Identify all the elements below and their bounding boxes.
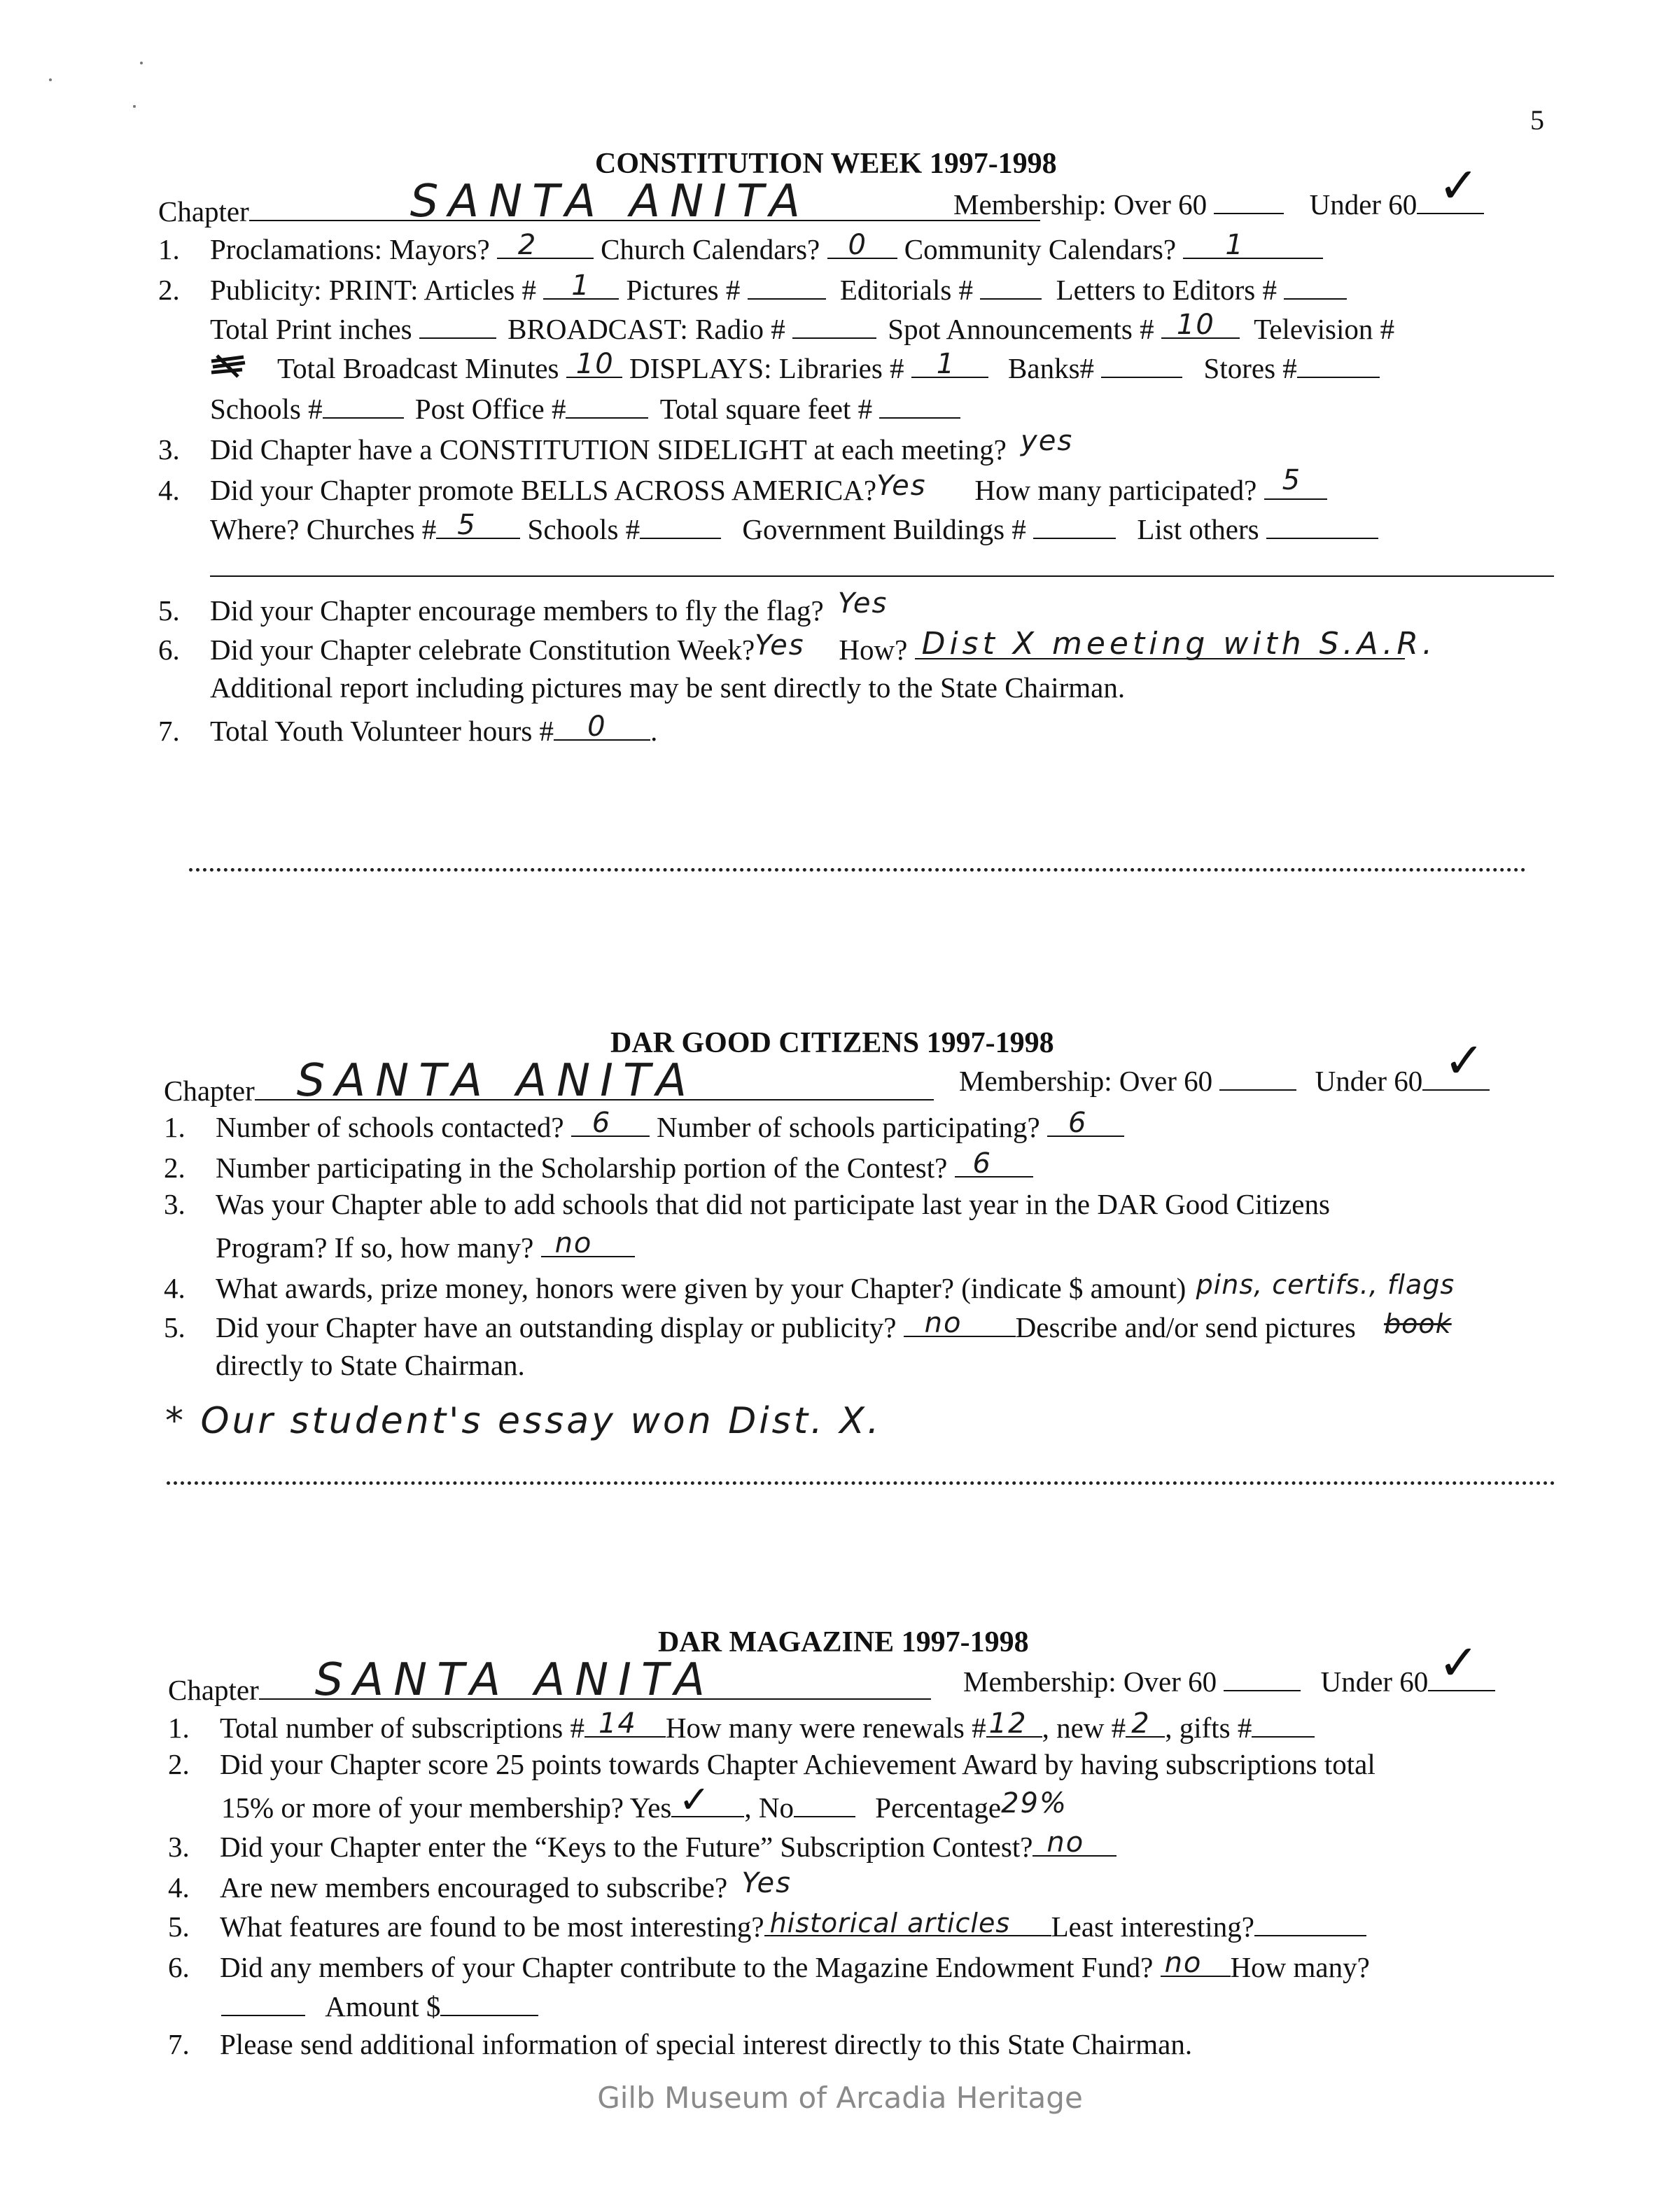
keys-contest-field[interactable]: no	[1032, 1830, 1116, 1857]
magazine-q5: 5. What features are found to be most interesting? historical articles Least interesting?	[168, 1910, 1366, 1941]
over60-field[interactable]	[1214, 188, 1284, 214]
display-publicity-field[interactable]: no	[904, 1311, 1016, 1337]
bells-schools-field[interactable]	[640, 512, 721, 539]
constitution-membership-row	[953, 157, 1484, 221]
awards-continued: book	[1384, 1308, 1452, 1339]
magazine-q6: 6. Did any members of your Chapter contribute to the Magazine Endowment Fund? no How many?	[168, 1947, 1370, 1983]
participated-field[interactable]: 5	[1264, 473, 1327, 500]
sidelight-field[interactable]: yes	[1021, 425, 1074, 457]
chapter-label: Chapter	[164, 1075, 255, 1107]
subscriptions-field[interactable]: 14	[584, 1711, 666, 1738]
good-citizens-q5: 5. Did your Chapter have an outstanding display or publicity? no Describe and/or send pictures book	[164, 1307, 1452, 1343]
magazine-q1: 1. Total number of subscriptions # 14 How many were renewals # 12 , new # 2 , gifts #	[168, 1711, 1315, 1742]
constitution-q2-line1: 2. Publicity: PRINT: Articles # 1 Pictures # Editorials # Letters to Editors #	[158, 273, 1347, 305]
how-many-field[interactable]	[221, 1990, 305, 2016]
constitution-q1: 1. Proclamations: Mayors? 2 Church Calendars? 0 Community Calendars? 1	[158, 232, 1323, 264]
chapter-label: Chapter	[168, 1674, 259, 1706]
under60-field[interactable]	[1428, 1634, 1495, 1691]
list-others-field[interactable]	[1266, 512, 1378, 539]
under60-label: Under 60	[1315, 1065, 1423, 1097]
good-citizens-q5-line2: directly to State Chairman.	[216, 1349, 525, 1381]
schools-field[interactable]	[323, 392, 404, 419]
gov-buildings-field[interactable]	[1033, 512, 1116, 539]
under60-field[interactable]	[1422, 1032, 1490, 1091]
page-number: 5	[1530, 104, 1544, 136]
spot-announcements-field[interactable]: 10	[1161, 312, 1240, 339]
bells-field[interactable]: Yes	[876, 470, 927, 502]
good-citizens-q3-line2: Program? If so, how many? no	[216, 1231, 635, 1262]
churches-field[interactable]: 5	[436, 512, 520, 539]
stores-field[interactable]	[1297, 351, 1380, 378]
good-citizens-chapter-row	[164, 1055, 934, 1107]
magazine-q6-line2: Amount $	[221, 1990, 538, 2021]
magazine-membership-row	[963, 1634, 1495, 1698]
over60-field[interactable]	[1219, 1064, 1296, 1091]
membership-label: Membership: Over 60	[953, 188, 1208, 221]
chapter-value: SANTA ANITA	[296, 1055, 696, 1107]
constitution-q6-note: Additional report including pictures may be sent directly to the State Chairman.	[210, 671, 1126, 704]
editorials-field[interactable]	[980, 273, 1042, 300]
membership-label: Membership: Over 60	[963, 1665, 1217, 1698]
section-divider	[189, 868, 1526, 872]
scan-speck	[133, 105, 136, 108]
libraries-field[interactable]: 1	[911, 351, 988, 378]
most-interesting-field[interactable]: historical articles	[764, 1910, 1051, 1936]
check-mark: ✓	[678, 1777, 710, 1822]
least-interesting-field[interactable]	[1254, 1910, 1366, 1936]
how-field[interactable]: Dist X meeting with S.A.R.	[915, 633, 1405, 659]
constitution-q3: 3. Did Chapter have a CONSTITUTION SIDELIGHT at each meeting? yes	[158, 433, 1119, 464]
constitution-chapter-row	[158, 176, 1040, 228]
broadcast-minutes-field[interactable]: 10	[566, 351, 622, 378]
watermark: Gilb Museum of Arcadia Heritage	[597, 2081, 1083, 2115]
good-citizens-membership-row	[959, 1032, 1490, 1097]
over60-field[interactable]	[1224, 1665, 1301, 1691]
list-others-line	[210, 575, 1554, 577]
chapter-field[interactable]	[259, 1654, 931, 1706]
awards-field[interactable]: pins, certifs., flags	[1196, 1269, 1455, 1300]
pictures-field[interactable]	[748, 273, 826, 300]
chapter-label: Chapter	[158, 195, 249, 228]
constitution-q2-line4: Schools # Post Office # Total square feet #	[210, 392, 960, 424]
good-citizens-title: DAR GOOD CITIZENS 1997-1998	[610, 1027, 1054, 1059]
scholarship-field[interactable]: 6	[955, 1151, 1033, 1178]
constitution-q2-line3: Total Broadcast Minutes 10 DISPLAYS: Libraries # 1 Banks# Stores #	[210, 351, 1380, 383]
under60-field[interactable]	[1417, 157, 1484, 214]
constitution-q4: 4. Did your Chapter promote BELLS ACROSS AMERICA? Yes How many participated? 5	[158, 473, 1327, 505]
constitution-q7: 7. Total Youth Volunteer hours # 0 .	[158, 711, 658, 747]
percentage-field[interactable]: 29%	[1001, 1787, 1068, 1819]
square-feet-field[interactable]	[879, 392, 960, 419]
section-divider	[167, 1481, 1555, 1485]
print-inches-field[interactable]	[419, 312, 496, 339]
check-mark: ✓	[1438, 157, 1479, 214]
yes-field[interactable]	[671, 1777, 744, 1822]
no-field[interactable]	[794, 1791, 855, 1817]
check-mark: ✓	[1443, 1032, 1485, 1089]
banks-field[interactable]	[1101, 351, 1182, 378]
schools-contacted-field[interactable]: 6	[571, 1110, 650, 1137]
encouraged-field[interactable]: Yes	[741, 1867, 792, 1899]
magazine-q2-line2: 15% or more of your membership? Yes ✓ , No Percentage 29%	[221, 1791, 1085, 1822]
letters-field[interactable]	[1284, 273, 1347, 300]
chapter-value: SANTA ANITA	[410, 176, 810, 228]
schools-participating-field[interactable]: 6	[1047, 1110, 1124, 1137]
community-calendars-field[interactable]: 1	[1183, 232, 1323, 259]
good-citizens-q2: 2. Number participating in the Scholarship portion of the Contest? 6	[164, 1151, 1033, 1182]
handwritten-note: * Our student's essay won Dist. X.	[165, 1400, 882, 1442]
magazine-chapter-row	[168, 1654, 931, 1706]
chapter-field[interactable]	[249, 176, 1040, 228]
constitution-q2-line2: Total Print inches BROADCAST: Radio # Spot Announcements # 10 Television #	[210, 309, 1395, 345]
articles-field[interactable]: 1	[543, 273, 619, 300]
schools-added-field[interactable]: no	[541, 1231, 635, 1257]
chapter-field[interactable]	[255, 1055, 934, 1107]
good-citizens-q1: 1. Number of schools contacted? 6 Number of schools participating? 6	[164, 1110, 1124, 1142]
under60-label: Under 60	[1320, 1665, 1429, 1698]
scan-speck	[140, 62, 143, 64]
scan-speck	[49, 78, 52, 81]
gifts-field[interactable]	[1252, 1711, 1315, 1738]
endowment-field[interactable]: no	[1161, 1950, 1231, 1977]
magazine-q2: 2. Did your Chapter score 25 points towards Chapter Achievement Award by having subscriptions total	[168, 1748, 1376, 1780]
mayors-field[interactable]: 2	[497, 232, 594, 259]
magazine-q7: 7. Please send additional information of special interest directly to this State Chairman.	[168, 2028, 1193, 2060]
constitution-title: CONSTITUTION WEEK 1997-1998	[595, 148, 1057, 180]
under60-label: Under 60	[1309, 188, 1418, 221]
renewals-field[interactable]: 12	[986, 1711, 1042, 1738]
chapter-value: SANTA ANITA	[314, 1654, 715, 1706]
good-citizens-q3: 3. Was your Chapter able to add schools that did not participate last year in the DAR Good Citizens	[164, 1188, 1330, 1220]
magazine-q4: 4. Are new members encouraged to subscribe? Yes	[168, 1871, 839, 1902]
amount-field[interactable]	[440, 1990, 538, 2016]
post-office-field[interactable]	[566, 392, 648, 419]
magazine-title: DAR MAGAZINE 1997-1998	[658, 1626, 1029, 1658]
good-citizens-q4: 4. What awards, prize money, honors were given by your Chapter? (indicate $ amount) pins, certifs., flags	[164, 1271, 1488, 1303]
church-calendars-field[interactable]: 0	[827, 232, 897, 259]
youth-hours-field[interactable]: 0	[554, 714, 650, 741]
membership-label: Membership: Over 60	[959, 1065, 1213, 1097]
new-field[interactable]: 2	[1126, 1711, 1165, 1738]
scribbled-mark	[210, 353, 277, 383]
constitution-q6: 6. Did your Chapter celebrate Constitution Week? Yes How? Dist X meeting with S.A.R.	[158, 626, 1436, 666]
magazine-q3: 3. Did your Chapter enter the “Keys to the Future” Subscription Contest? no	[168, 1830, 1116, 1861]
check-mark: ✓	[1438, 1634, 1479, 1691]
constitution-q4-line2: Where? Churches # 5 Schools # Government Buildings # List others	[210, 512, 1378, 544]
fly-flag-field[interactable]: Yes	[837, 587, 888, 620]
constitution-q5: 5. Did your Chapter encourage members to fly the flag? Yes	[158, 594, 943, 625]
radio-field[interactable]	[792, 312, 876, 339]
celebrate-field[interactable]: Yes	[755, 629, 805, 662]
